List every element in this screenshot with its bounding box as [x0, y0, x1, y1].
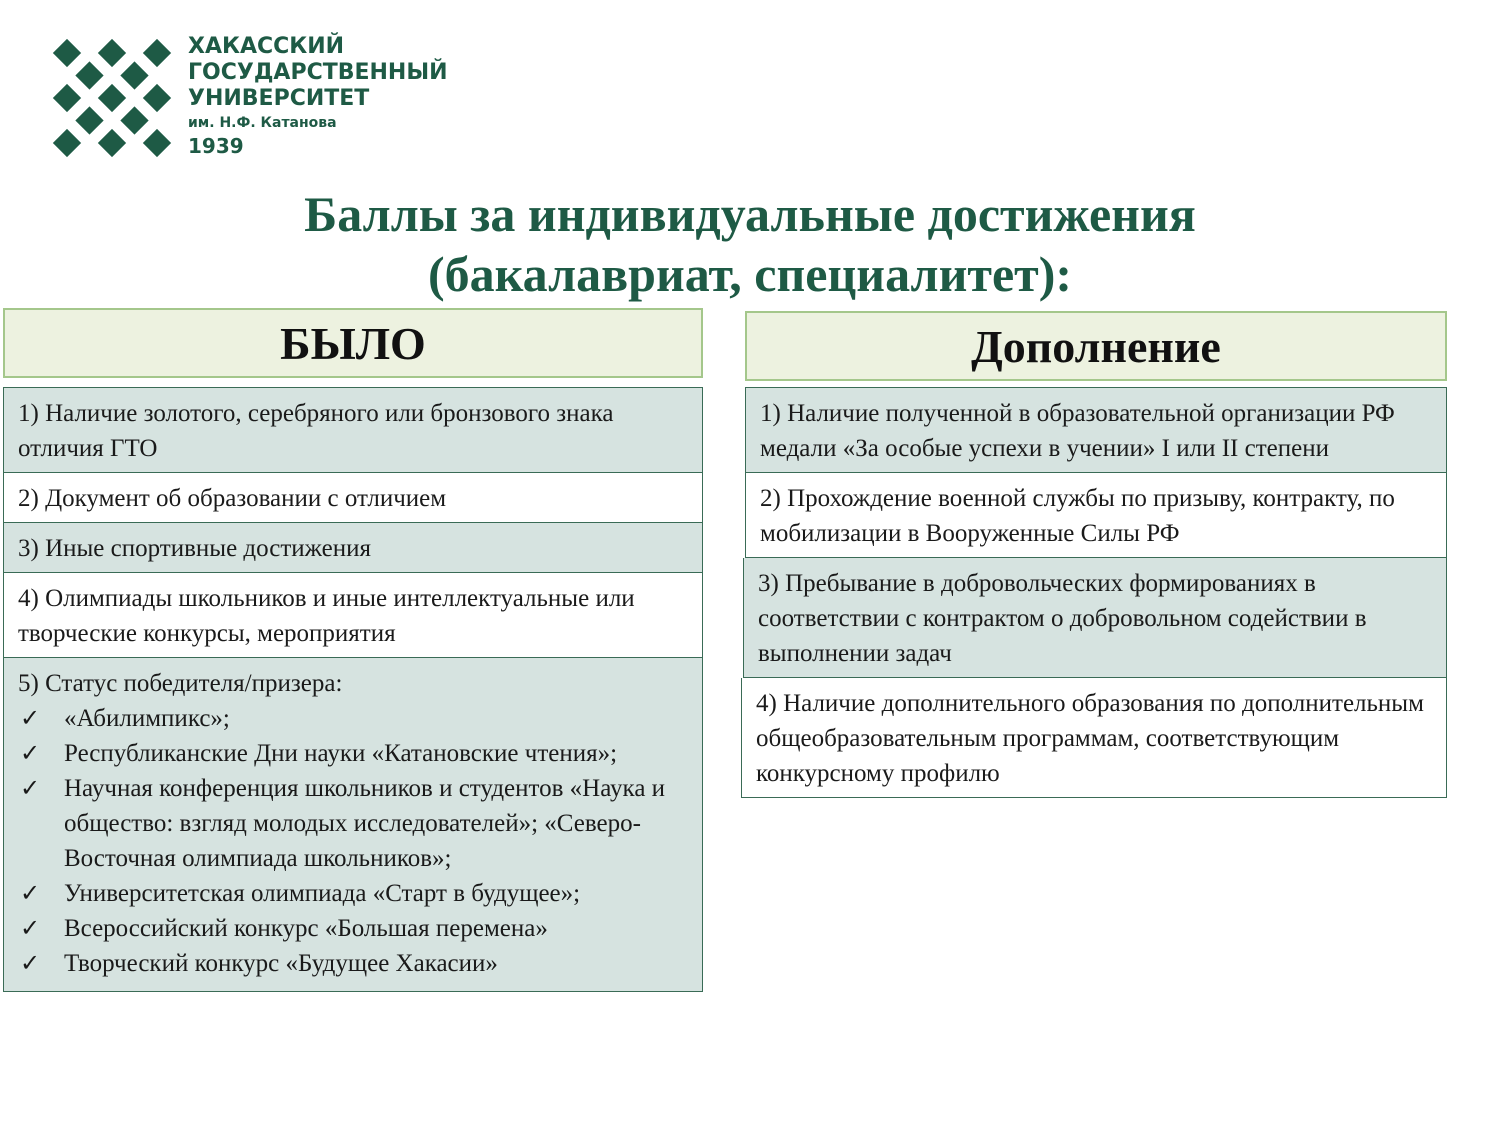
addition-item-1: 1) Наличие полученной в образовательной организации РФ медали «За особые успехи в учении» I или II степени [745, 387, 1447, 473]
addition-item-4: 4) Наличие дополнительного образования по дополнительным общеобразовательным программам, соответствующим конкурсному профилю [741, 678, 1447, 798]
status-list-item: ✓ Республиканские Дни науки «Катановские чтения»; [18, 736, 688, 771]
status-list-item: ✓ Творческий конкурс «Будущее Хакасии» [18, 946, 688, 981]
logo-line-3: УНИВЕРСИТЕТ [188, 86, 370, 111]
status-list-item: ✓ Университетская олимпиада «Старт в будущее»; [18, 876, 688, 911]
addition-item-2: 2) Прохождение военной службы по призыву, контракту, по мобилизации в Вооруженные Силы РФ [745, 473, 1447, 558]
addition-item-3: 3) Пребывание в добровольческих формированиях в соответствии с контрактом о добровольном содействии в выполнении задач [743, 558, 1447, 678]
slide-title [0, 184, 1500, 304]
logo-year: 1939 [188, 134, 244, 158]
logo-line-4: им. Н.Ф. Катанова [188, 115, 337, 131]
was-item-5 [3, 658, 703, 992]
university-logo [50, 36, 470, 160]
logo-line-2: ГОСУДАРСТВЕННЫЙ [188, 60, 448, 85]
column-addition-header: Дополнение [745, 311, 1447, 381]
diamond-lattice-logo-icon [50, 36, 174, 160]
was-item-2: 2) Документ об образовании с отличием [3, 473, 703, 523]
slide-title-line-1: Баллы за индивидуальные достижения [304, 186, 1196, 242]
status-list-item: ✓ Научная конференция школьников и студентов «Наука и общество: взгляд молодых исследователей»; «Северо-Восточная олимпиада школьников»; [18, 771, 688, 876]
column-addition [745, 311, 1447, 798]
was-item-1: 1) Наличие золотого, серебряного или бронзового знака отличия ГТО [3, 387, 703, 473]
was-item-4: 4) Олимпиады школьников и иные интеллектуальные или творческие конкурсы, мероприятия [3, 573, 703, 658]
logo-wordmark [188, 36, 448, 160]
status-list [18, 701, 688, 981]
column-was [3, 308, 703, 992]
status-list-item: ✓ «Абилимпикс»; [18, 701, 688, 736]
logo-line-1: ХАКАССКИЙ [188, 34, 345, 59]
status-list-item: ✓ Всероссийский конкурс «Большая перемена» [18, 911, 688, 946]
slide-title-line-2: (бакалавриат, специалитет): [427, 246, 1073, 302]
was-item-3: 3) Иные спортивные достижения [3, 523, 703, 573]
status-intro: 5) Статус победителя/призера: [18, 670, 343, 697]
column-was-header: БЫЛО [3, 308, 703, 378]
